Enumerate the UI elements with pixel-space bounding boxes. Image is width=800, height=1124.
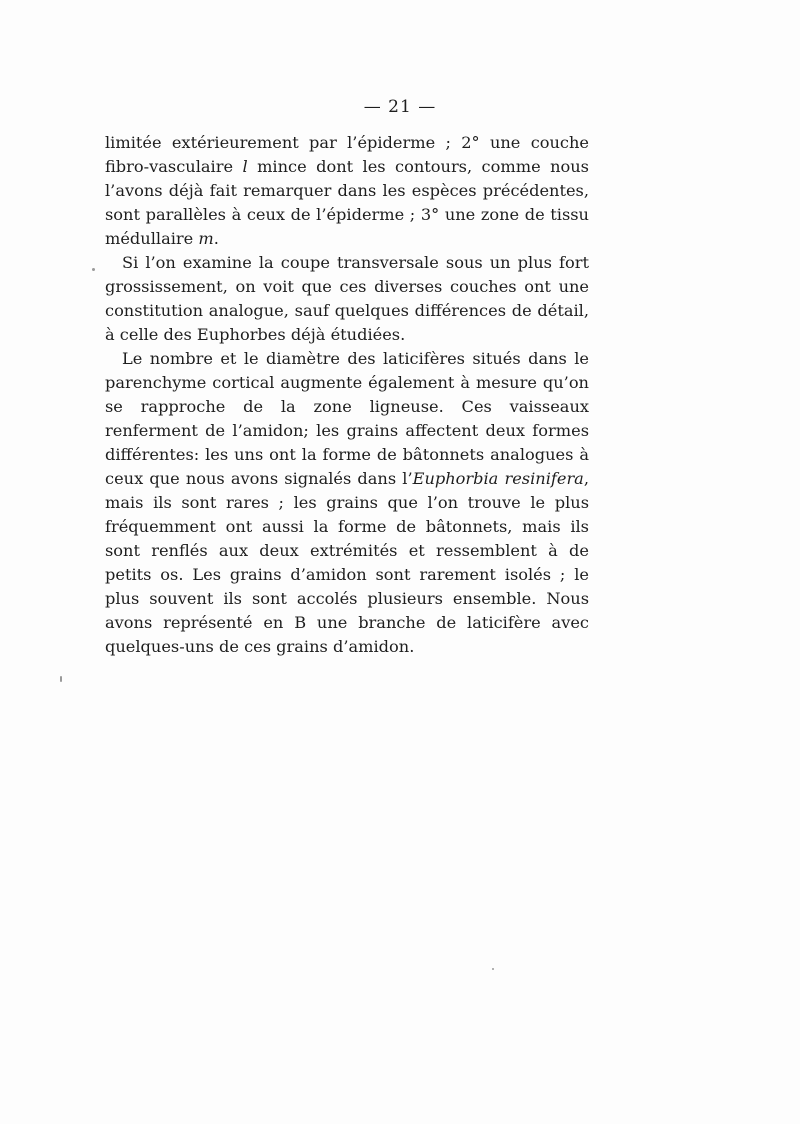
paragraph-3-segment-2: Euphorbia resinifera [412,469,584,488]
paragraph-3-segment-1: Le nombre et le diamètre des laticifères situés dans le parenchyme cortical augmente également à mesure qu’on se rapproche de la zone ligneuse. Ces vaisseaux renferment de l’amidon; les grains affectent deux formes différentes: les uns ont la forme de bâtonnets analogues à ceux que nous avons signalés dans l’ [105,349,589,488]
body-text [105,131,589,659]
paragraph-1-segment-2: l [242,157,248,176]
paragraph-2 [105,251,589,347]
paragraph-1-segment-1: limitée extérieurement par l’épiderme ; 2° une couche fibro-vasculaire [105,133,589,176]
paragraph-2-segment-1: Si l’on examine la coupe transversale sous un plus fort grossissement, on voit que ces diverses couches ont une constitution analogue, sauf quelques différences de détail, à celle des Euphorbes déjà étudiées. [105,253,589,344]
paper-speck [92,268,95,271]
paper-speck [492,968,494,970]
paragraph-3-segment-3: , mais ils sont rares ; les grains que l’on trouve le plus fréquemment ont aussi la forme de bâtonnets, mais ils sont renflés aux deux extrémités et ressemblent à de petits os. Les grains d’amidon sont rarement isolés ; le plus souvent ils sont accolés plusieurs ensemble. Nous avons représenté en B une branche de laticifère avec quelques-uns de ces grains d’amidon. [105,469,589,656]
paper-speck [60,676,62,682]
paragraph-1-segment-3: mince dont les contours, comme nous l’avons déjà fait remarquer dans les espèces précédentes, sont parallèles à ceux de l’épiderme ; 3° une zone de tissu médullaire [105,157,589,248]
paragraph-1 [105,131,589,251]
page-number: — 21 — [363,97,437,117]
paragraph-3 [105,347,589,659]
paragraph-1-segment-4: m [198,229,214,248]
paragraph-1-segment-5: . [213,229,219,248]
